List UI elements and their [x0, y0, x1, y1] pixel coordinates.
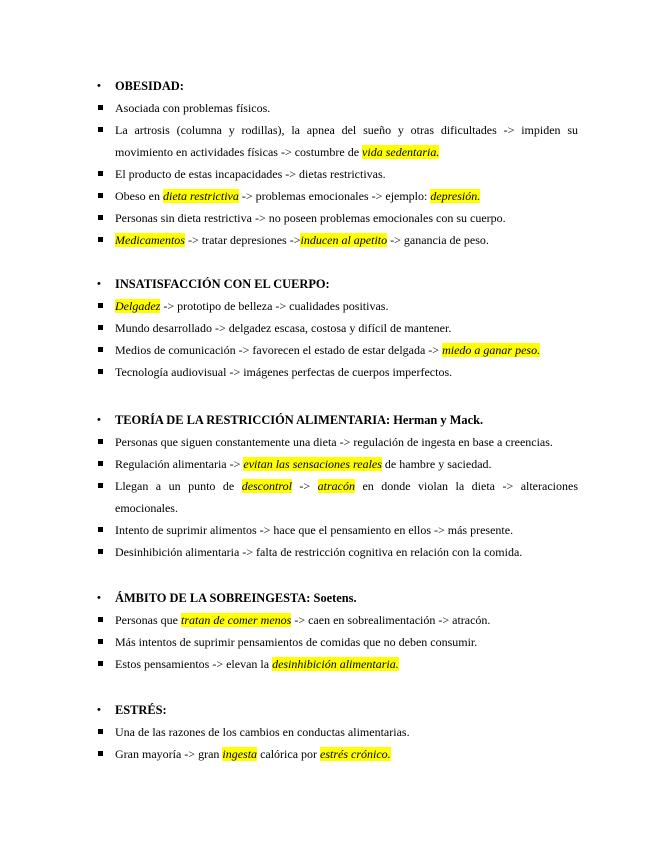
list-item	[0, 185, 655, 207]
text-segment: Intento de suprimir alimentos -> hace que el pensamiento en ellos -> más presente.	[115, 523, 514, 537]
item-text	[115, 163, 578, 185]
item-text	[115, 453, 578, 475]
square-bullet-icon	[98, 105, 103, 110]
heading-bullet: •	[97, 278, 101, 290]
heading-bullet: •	[97, 704, 101, 716]
highlighted-text: Medicamentos	[115, 233, 185, 247]
item-text	[115, 317, 578, 339]
square-bullet-icon	[98, 303, 103, 308]
highlighted-text: evitan las sensaciones reales	[243, 457, 382, 471]
square-bullet-icon	[98, 729, 103, 734]
section-estres	[0, 699, 655, 765]
item-text	[115, 361, 578, 383]
square-bullet-icon	[98, 661, 103, 666]
list-item	[0, 339, 655, 361]
item-text	[115, 519, 578, 541]
text-segment: Una de las razones de los cambios en conductas alimentarias.	[115, 725, 410, 739]
square-bullet-icon	[98, 527, 103, 532]
section-heading	[0, 587, 655, 609]
heading-title: OBESIDAD:	[115, 79, 184, 93]
square-bullet-icon	[98, 237, 103, 242]
text-segment: Personas que	[115, 613, 181, 627]
item-text	[115, 229, 578, 251]
item-text	[115, 721, 578, 743]
text-segment: Más intentos de suprimir pensamientos de comidas que no deben consumir.	[115, 635, 478, 649]
text-segment: -> ganancia de peso.	[387, 233, 489, 247]
heading-bullet: •	[97, 592, 101, 604]
item-text	[115, 431, 578, 453]
item-text	[115, 653, 578, 675]
highlighted-text: atracón	[317, 479, 355, 493]
section-sobreingesta	[0, 587, 655, 675]
list-item	[0, 295, 655, 317]
text-segment: ->	[291, 479, 318, 493]
list-item	[0, 361, 655, 383]
text-segment: de hambre y saciedad.	[381, 457, 492, 471]
list-item	[0, 431, 655, 453]
bullet-list	[0, 721, 655, 765]
text-segment: El producto de estas incapacidades -> dietas restrictivas.	[115, 167, 386, 181]
item-text	[115, 743, 578, 765]
square-bullet-icon	[98, 617, 103, 622]
list-item	[0, 631, 655, 653]
item-text	[115, 475, 578, 519]
highlighted-text: tratan de comer menos	[181, 613, 292, 627]
text-segment: en donde violan la dieta -> alteraciones emocionales.	[115, 479, 578, 515]
square-bullet-icon	[98, 639, 103, 644]
text-segment: -> problemas emocionales -> ejemplo:	[238, 189, 431, 203]
text-segment: -> caen en sobrealimentación -> atracón.	[291, 613, 491, 627]
list-item	[0, 119, 655, 163]
square-bullet-icon	[98, 751, 103, 756]
highlighted-text: estrés crónico.	[320, 747, 391, 761]
bullet-list	[0, 609, 655, 675]
heading-text	[115, 409, 483, 431]
list-item	[0, 163, 655, 185]
highlighted-text: dieta restrictiva	[163, 189, 239, 203]
heading-text	[115, 273, 330, 295]
list-item	[0, 475, 655, 519]
list-item	[0, 743, 655, 765]
section-heading	[0, 273, 655, 295]
section-heading	[0, 75, 655, 97]
list-item	[0, 609, 655, 631]
text-segment: Estos pensamientos -> elevan la	[115, 657, 273, 671]
item-text	[115, 631, 578, 653]
square-bullet-icon	[98, 325, 103, 330]
list-item	[0, 653, 655, 675]
text-segment: Llegan a un punto de	[115, 479, 242, 493]
list-item	[0, 541, 655, 563]
square-bullet-icon	[98, 127, 103, 132]
square-bullet-icon	[98, 369, 103, 374]
text-segment: Desinhibición alimentaria -> falta de restricción cognitiva en relación con la comida.	[115, 545, 523, 559]
highlighted-text: ingesta	[222, 747, 258, 761]
square-bullet-icon	[98, 549, 103, 554]
section-heading	[0, 699, 655, 721]
bullet-list	[0, 431, 655, 563]
highlighted-text: Delgadez	[115, 299, 161, 313]
item-text	[115, 295, 578, 317]
text-segment: calórica por	[257, 747, 321, 761]
text-segment: Regulación alimentaria ->	[115, 457, 244, 471]
text-segment: Medios de comunicación -> favorecen el estado de estar delgada ->	[115, 343, 443, 357]
heading-title: ÁMBITO DE LA SOBREINGESTA:	[115, 591, 311, 605]
list-item	[0, 97, 655, 119]
section-insatisfaccion	[0, 273, 655, 383]
square-bullet-icon	[98, 483, 103, 488]
text-segment: Tecnología audiovisual -> imágenes perfectas de cuerpos imperfectos.	[115, 365, 453, 379]
text-segment: Personas sin dieta restrictiva -> no poseen problemas emocionales con su cuerpo.	[115, 211, 506, 225]
list-item	[0, 317, 655, 339]
list-item	[0, 519, 655, 541]
text-segment: La artrosis (columna y rodillas), la apnea del sueño y otras dificultades -> impiden su movimiento en actividades físicas -> costumbre de	[115, 123, 578, 159]
heading-text	[115, 587, 357, 609]
list-item	[0, 229, 655, 251]
section-obesidad	[0, 75, 655, 251]
text-segment: -> prototipo de belleza -> cualidades positivas.	[160, 299, 389, 313]
text-segment: -> tratar depresiones ->	[184, 233, 301, 247]
heading-text	[115, 699, 167, 721]
heading-title: TEORÍA DE LA RESTRICCIÓN ALIMENTARIA:	[115, 413, 391, 427]
item-text	[115, 339, 578, 361]
section-restriccion	[0, 409, 655, 563]
highlighted-text: depresión.	[430, 189, 481, 203]
square-bullet-icon	[98, 461, 103, 466]
square-bullet-icon	[98, 193, 103, 198]
heading-title: ESTRÉS:	[115, 703, 167, 717]
heading-subtitle: Herman y Mack.	[393, 413, 484, 427]
item-text	[115, 119, 578, 163]
heading-text	[115, 75, 184, 97]
list-item	[0, 721, 655, 743]
text-segment: Mundo desarrollado -> delgadez escasa, costosa y difícil de mantener.	[115, 321, 452, 335]
item-text	[115, 207, 578, 229]
highlighted-text: miedo a ganar peso.	[442, 343, 541, 357]
square-bullet-icon	[98, 439, 103, 444]
square-bullet-icon	[98, 215, 103, 220]
square-bullet-icon	[98, 347, 103, 352]
item-text	[115, 97, 578, 119]
highlighted-text: vida sedentaria.	[362, 145, 440, 159]
text-segment: Obeso en	[115, 189, 163, 203]
heading-bullet: •	[97, 414, 101, 426]
heading-title: INSATISFACCIÓN CON EL CUERPO:	[115, 277, 330, 291]
highlighted-text: inducen al apetito	[300, 233, 388, 247]
highlighted-text: desinhibición alimentaria.	[272, 657, 399, 671]
bullet-list	[0, 295, 655, 383]
text-segment: Gran mayoría -> gran	[115, 747, 223, 761]
heading-subtitle: Soetens.	[313, 591, 357, 605]
text-segment: Asociada con problemas físicos.	[115, 101, 271, 115]
item-text	[115, 185, 578, 207]
highlighted-text: descontrol	[241, 479, 292, 493]
bullet-list	[0, 97, 655, 251]
section-heading	[0, 409, 655, 431]
item-text	[115, 541, 578, 563]
item-text	[115, 609, 578, 631]
heading-bullet: •	[97, 80, 101, 92]
text-segment: Personas que siguen constantemente una dieta -> regulación de ingesta en base a creencias.	[115, 435, 553, 449]
square-bullet-icon	[98, 171, 103, 176]
list-item	[0, 453, 655, 475]
list-item	[0, 207, 655, 229]
